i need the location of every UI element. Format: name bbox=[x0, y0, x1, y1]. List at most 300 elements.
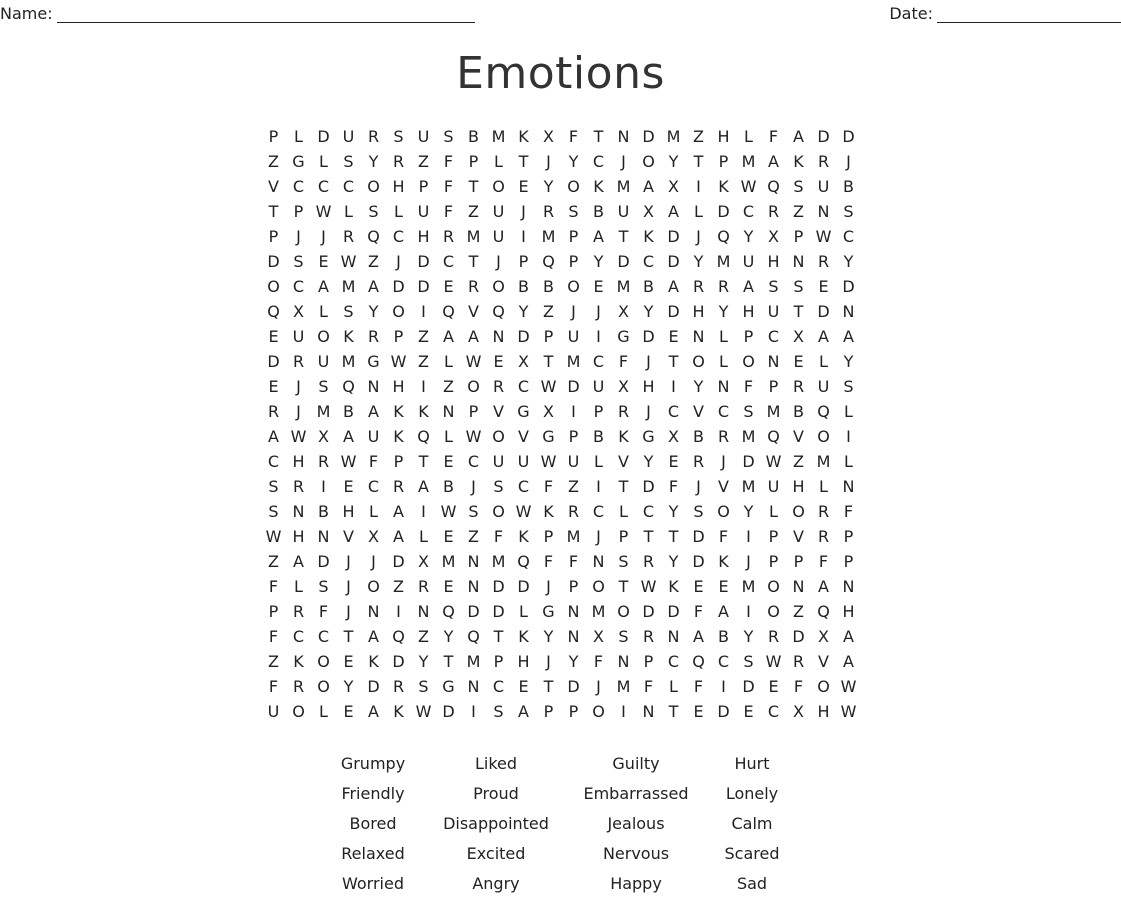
grid-letter[interactable]: M bbox=[566, 352, 581, 371]
grid-letter[interactable]: E bbox=[443, 452, 454, 471]
grid-letter[interactable]: H bbox=[767, 252, 780, 271]
grid-letter[interactable]: S bbox=[268, 502, 279, 521]
grid-letter[interactable]: E bbox=[518, 177, 529, 196]
grid-letter[interactable]: P bbox=[843, 527, 854, 546]
grid-letter[interactable]: Y bbox=[743, 502, 754, 521]
grid-letter[interactable]: Z bbox=[268, 652, 279, 671]
grid-letter[interactable]: C bbox=[767, 702, 780, 721]
grid-letter[interactable]: I bbox=[421, 302, 426, 321]
grid-letter[interactable]: Q bbox=[817, 602, 830, 621]
grid-letter[interactable]: A bbox=[368, 402, 379, 421]
grid-letter[interactable]: S bbox=[618, 552, 629, 571]
grid-letter[interactable]: Q bbox=[717, 227, 730, 246]
grid-letter[interactable]: L bbox=[669, 677, 678, 696]
grid-letter[interactable]: W bbox=[540, 377, 557, 396]
grid-letter[interactable]: A bbox=[318, 277, 329, 296]
grid-letter[interactable]: G bbox=[517, 402, 530, 421]
grid-letter[interactable]: K bbox=[393, 427, 404, 446]
grid-letter[interactable]: P bbox=[543, 527, 554, 546]
grid-letter[interactable]: S bbox=[693, 502, 704, 521]
grid-letter[interactable]: R bbox=[392, 477, 405, 496]
grid-letter[interactable]: U bbox=[367, 427, 380, 446]
grid-letter[interactable]: P bbox=[393, 327, 404, 346]
grid-letter[interactable]: F bbox=[568, 552, 579, 571]
grid-letter[interactable]: O bbox=[592, 577, 605, 596]
grid-letter[interactable]: D bbox=[667, 252, 680, 271]
grid-letter[interactable]: M bbox=[566, 527, 581, 546]
grid-letter[interactable]: Z bbox=[393, 577, 404, 596]
grid-letter[interactable]: C bbox=[317, 627, 330, 646]
grid-letter[interactable]: K bbox=[718, 552, 729, 571]
grid-letter[interactable]: I bbox=[746, 527, 751, 546]
grid-letter[interactable]: U bbox=[517, 452, 530, 471]
grid-letter[interactable]: R bbox=[342, 227, 355, 246]
grid-letter[interactable]: R bbox=[717, 427, 730, 446]
grid-letter[interactable]: A bbox=[393, 527, 404, 546]
grid-letter[interactable]: S bbox=[568, 202, 579, 221]
grid-letter[interactable]: R bbox=[492, 377, 505, 396]
grid-letter[interactable]: J bbox=[296, 227, 301, 246]
grid-letter[interactable]: T bbox=[268, 202, 279, 221]
grid-letter[interactable]: Z bbox=[793, 602, 804, 621]
grid-letter[interactable]: P bbox=[718, 152, 729, 171]
grid-letter[interactable]: O bbox=[367, 577, 380, 596]
grid-letter[interactable]: M bbox=[741, 577, 756, 596]
grid-letter[interactable]: G bbox=[642, 427, 655, 446]
grid-letter[interactable]: A bbox=[668, 202, 679, 221]
grid-letter[interactable]: H bbox=[342, 502, 355, 521]
grid-letter[interactable]: D bbox=[392, 652, 405, 671]
grid-letter[interactable]: E bbox=[343, 702, 354, 721]
grid-letter[interactable]: H bbox=[817, 702, 830, 721]
grid-letter[interactable]: F bbox=[693, 677, 704, 696]
grid-letter[interactable]: C bbox=[592, 152, 605, 171]
grid-letter[interactable]: O bbox=[642, 152, 655, 171]
grid-letter[interactable]: P bbox=[468, 152, 479, 171]
grid-letter[interactable]: K bbox=[368, 652, 379, 671]
grid-letter[interactable]: X bbox=[793, 702, 804, 721]
grid-letter[interactable]: Y bbox=[843, 252, 854, 271]
grid-letter[interactable]: L bbox=[319, 702, 328, 721]
grid-letter[interactable]: E bbox=[493, 352, 504, 371]
grid-letter[interactable]: P bbox=[543, 702, 554, 721]
grid-letter[interactable]: C bbox=[667, 402, 680, 421]
grid-letter[interactable]: D bbox=[667, 227, 680, 246]
grid-letter[interactable]: U bbox=[617, 202, 630, 221]
grid-letter[interactable]: F bbox=[443, 177, 454, 196]
grid-letter[interactable]: R bbox=[642, 552, 655, 571]
grid-letter[interactable]: P bbox=[543, 327, 554, 346]
grid-letter[interactable]: K bbox=[618, 427, 629, 446]
grid-letter[interactable]: Z bbox=[793, 452, 804, 471]
grid-letter[interactable]: Y bbox=[343, 677, 354, 696]
grid-letter[interactable]: U bbox=[817, 177, 830, 196]
grid-letter[interactable]: O bbox=[492, 277, 505, 296]
grid-letter[interactable]: G bbox=[442, 677, 455, 696]
grid-letter[interactable]: Y bbox=[643, 302, 654, 321]
grid-letter[interactable]: T bbox=[443, 652, 454, 671]
grid-letter[interactable]: Q bbox=[542, 252, 555, 271]
grid-letter[interactable]: E bbox=[343, 652, 354, 671]
grid-letter[interactable]: E bbox=[818, 277, 829, 296]
grid-letter[interactable]: A bbox=[368, 277, 379, 296]
grid-letter[interactable]: F bbox=[268, 677, 279, 696]
grid-letter[interactable]: J bbox=[621, 152, 626, 171]
grid-letter[interactable]: U bbox=[742, 252, 755, 271]
grid-letter[interactable]: C bbox=[317, 177, 330, 196]
grid-letter[interactable]: W bbox=[440, 502, 457, 521]
grid-letter[interactable]: W bbox=[465, 352, 482, 371]
grid-letter[interactable]: X bbox=[668, 177, 679, 196]
grid-letter[interactable]: D bbox=[567, 677, 580, 696]
grid-letter[interactable]: N bbox=[842, 577, 855, 596]
grid-letter[interactable]: L bbox=[319, 152, 328, 171]
grid-letter[interactable]: A bbox=[668, 277, 679, 296]
grid-letter[interactable]: J bbox=[371, 552, 376, 571]
grid-letter[interactable]: C bbox=[717, 402, 730, 421]
grid-letter[interactable]: C bbox=[292, 277, 305, 296]
grid-letter[interactable]: R bbox=[367, 127, 380, 146]
grid-letter[interactable]: V bbox=[793, 527, 804, 546]
grid-letter[interactable]: J bbox=[696, 477, 701, 496]
grid-letter[interactable]: C bbox=[267, 452, 280, 471]
grid-letter[interactable]: Y bbox=[518, 302, 529, 321]
date-field[interactable] bbox=[889, 4, 1121, 23]
grid-letter[interactable]: D bbox=[617, 252, 630, 271]
grid-letter[interactable]: Z bbox=[543, 302, 554, 321]
grid-letter[interactable]: W bbox=[465, 427, 482, 446]
grid-letter[interactable]: F bbox=[268, 577, 279, 596]
grid-letter[interactable]: P bbox=[768, 552, 779, 571]
grid-letter[interactable]: J bbox=[296, 402, 301, 421]
grid-letter[interactable]: J bbox=[346, 552, 351, 571]
grid-letter[interactable]: D bbox=[717, 702, 730, 721]
grid-letter[interactable]: W bbox=[765, 652, 782, 671]
grid-letter[interactable]: R bbox=[767, 202, 780, 221]
grid-letter[interactable]: R bbox=[267, 402, 280, 421]
grid-letter[interactable]: N bbox=[292, 502, 305, 521]
grid-letter[interactable]: J bbox=[721, 452, 726, 471]
grid-letter[interactable]: L bbox=[369, 502, 378, 521]
grid-letter[interactable]: B bbox=[693, 427, 704, 446]
grid-letter[interactable]: M bbox=[616, 277, 631, 296]
grid-letter[interactable]: P bbox=[568, 227, 579, 246]
grid-letter[interactable]: W bbox=[265, 527, 282, 546]
grid-letter[interactable]: Z bbox=[443, 377, 454, 396]
grid-letter[interactable]: N bbox=[617, 127, 630, 146]
grid-letter[interactable]: A bbox=[393, 502, 404, 521]
grid-letter[interactable]: R bbox=[292, 677, 305, 696]
grid-letter[interactable]: C bbox=[492, 677, 505, 696]
grid-letter[interactable]: B bbox=[593, 427, 604, 446]
grid-letter[interactable]: P bbox=[268, 602, 279, 621]
grid-letter[interactable]: C bbox=[742, 202, 755, 221]
grid-letter[interactable]: A bbox=[293, 552, 304, 571]
grid-letter[interactable]: Q bbox=[767, 177, 780, 196]
grid-letter[interactable]: Q bbox=[692, 652, 705, 671]
grid-letter[interactable]: F bbox=[843, 502, 854, 521]
grid-letter[interactable]: I bbox=[571, 402, 576, 421]
grid-letter[interactable]: K bbox=[793, 152, 804, 171]
grid-letter[interactable]: R bbox=[367, 327, 380, 346]
grid-letter[interactable]: J bbox=[471, 477, 476, 496]
grid-letter[interactable]: C bbox=[292, 627, 305, 646]
grid-letter[interactable]: L bbox=[744, 127, 753, 146]
grid-letter[interactable]: X bbox=[518, 352, 529, 371]
grid-letter[interactable]: D bbox=[817, 302, 830, 321]
grid-letter[interactable]: N bbox=[492, 327, 505, 346]
grid-letter[interactable]: D bbox=[667, 302, 680, 321]
grid-letter[interactable]: V bbox=[518, 427, 529, 446]
grid-letter[interactable]: Y bbox=[568, 152, 579, 171]
grid-letter[interactable]: K bbox=[593, 177, 604, 196]
grid-letter[interactable]: W bbox=[740, 177, 757, 196]
grid-letter[interactable]: N bbox=[567, 627, 580, 646]
grid-letter[interactable]: F bbox=[718, 527, 729, 546]
grid-letter[interactable]: J bbox=[646, 402, 651, 421]
grid-letter[interactable]: Q bbox=[517, 552, 530, 571]
grid-letter[interactable]: H bbox=[742, 302, 755, 321]
grid-letter[interactable]: L bbox=[619, 502, 628, 521]
grid-letter[interactable]: C bbox=[367, 477, 380, 496]
grid-letter[interactable]: F bbox=[443, 152, 454, 171]
grid-letter[interactable]: M bbox=[491, 127, 506, 146]
grid-letter[interactable]: L bbox=[844, 452, 853, 471]
grid-letter[interactable]: L bbox=[594, 452, 603, 471]
grid-letter[interactable]: F bbox=[493, 527, 504, 546]
grid-letter[interactable]: J bbox=[321, 227, 326, 246]
grid-letter[interactable]: H bbox=[692, 302, 705, 321]
grid-letter[interactable]: D bbox=[267, 352, 280, 371]
grid-letter[interactable]: J bbox=[746, 552, 751, 571]
grid-letter[interactable]: Y bbox=[743, 227, 754, 246]
grid-letter[interactable]: L bbox=[519, 602, 528, 621]
grid-letter[interactable]: R bbox=[317, 452, 330, 471]
grid-letter[interactable]: N bbox=[667, 627, 680, 646]
grid-letter[interactable]: S bbox=[843, 377, 854, 396]
grid-letter[interactable]: D bbox=[842, 277, 855, 296]
grid-letter[interactable]: Y bbox=[668, 552, 679, 571]
grid-letter[interactable]: A bbox=[368, 702, 379, 721]
grid-letter[interactable]: A bbox=[818, 327, 829, 346]
grid-letter[interactable]: C bbox=[642, 502, 655, 521]
grid-letter[interactable]: R bbox=[292, 602, 305, 621]
grid-letter[interactable]: G bbox=[617, 327, 630, 346]
grid-letter[interactable]: L bbox=[294, 127, 303, 146]
grid-letter[interactable]: P bbox=[293, 202, 304, 221]
grid-letter[interactable]: R bbox=[292, 477, 305, 496]
grid-letter[interactable]: D bbox=[692, 552, 705, 571]
grid-letter[interactable]: G bbox=[367, 352, 380, 371]
grid-letter[interactable]: Z bbox=[368, 252, 379, 271]
grid-letter[interactable]: M bbox=[666, 127, 681, 146]
grid-letter[interactable]: P bbox=[468, 402, 479, 421]
grid-letter[interactable]: D bbox=[417, 252, 430, 271]
grid-letter[interactable]: Y bbox=[743, 627, 754, 646]
grid-letter[interactable]: A bbox=[793, 127, 804, 146]
grid-letter[interactable]: M bbox=[616, 177, 631, 196]
grid-letter[interactable]: J bbox=[571, 302, 576, 321]
grid-letter[interactable]: H bbox=[642, 377, 655, 396]
grid-letter[interactable]: E bbox=[793, 352, 804, 371]
grid-letter[interactable]: X bbox=[643, 202, 654, 221]
grid-letter[interactable]: F bbox=[443, 202, 454, 221]
grid-letter[interactable]: C bbox=[592, 352, 605, 371]
grid-letter[interactable]: O bbox=[317, 677, 330, 696]
grid-letter[interactable]: N bbox=[592, 552, 605, 571]
grid-letter[interactable]: F bbox=[693, 602, 704, 621]
grid-letter[interactable]: Q bbox=[492, 302, 505, 321]
grid-letter[interactable]: K bbox=[293, 652, 304, 671]
grid-letter[interactable]: M bbox=[466, 227, 481, 246]
grid-letter[interactable]: B bbox=[343, 402, 354, 421]
grid-letter[interactable]: R bbox=[817, 527, 830, 546]
grid-letter[interactable]: L bbox=[769, 502, 778, 521]
grid-letter[interactable]: N bbox=[692, 327, 705, 346]
grid-letter[interactable]: N bbox=[567, 602, 580, 621]
grid-letter[interactable]: E bbox=[668, 452, 679, 471]
grid-letter[interactable]: Y bbox=[718, 302, 729, 321]
grid-letter[interactable]: G bbox=[542, 602, 555, 621]
grid-letter[interactable]: I bbox=[396, 602, 401, 621]
grid-letter[interactable]: S bbox=[318, 377, 329, 396]
grid-letter[interactable]: M bbox=[341, 352, 356, 371]
grid-letter[interactable]: H bbox=[842, 602, 855, 621]
grid-letter[interactable]: T bbox=[668, 702, 679, 721]
grid-letter[interactable]: W bbox=[765, 452, 782, 471]
grid-letter[interactable]: O bbox=[392, 302, 405, 321]
grid-letter[interactable]: J bbox=[596, 302, 601, 321]
grid-letter[interactable]: R bbox=[642, 627, 655, 646]
grid-letter[interactable]: S bbox=[418, 677, 429, 696]
grid-letter[interactable]: E bbox=[518, 677, 529, 696]
grid-letter[interactable]: I bbox=[596, 477, 601, 496]
grid-letter[interactable]: F bbox=[268, 627, 279, 646]
grid-letter[interactable]: A bbox=[743, 277, 754, 296]
grid-letter[interactable]: W bbox=[540, 452, 557, 471]
grid-letter[interactable]: S bbox=[443, 127, 454, 146]
grid-letter[interactable]: W bbox=[315, 202, 332, 221]
grid-letter[interactable]: Y bbox=[693, 252, 704, 271]
grid-letter[interactable]: D bbox=[417, 277, 430, 296]
grid-letter[interactable]: R bbox=[692, 452, 705, 471]
grid-letter[interactable]: A bbox=[818, 577, 829, 596]
grid-letter[interactable]: Q bbox=[467, 627, 480, 646]
grid-letter[interactable]: J bbox=[846, 152, 851, 171]
grid-letter[interactable]: Y bbox=[543, 177, 554, 196]
grid-letter[interactable]: S bbox=[843, 202, 854, 221]
grid-letter[interactable]: L bbox=[494, 152, 503, 171]
grid-letter[interactable]: A bbox=[593, 227, 604, 246]
grid-letter[interactable]: E bbox=[743, 702, 754, 721]
grid-letter[interactable]: R bbox=[817, 502, 830, 521]
grid-letter[interactable]: U bbox=[492, 202, 505, 221]
grid-letter[interactable]: U bbox=[592, 377, 605, 396]
grid-letter[interactable]: Z bbox=[268, 152, 279, 171]
grid-letter[interactable]: B bbox=[793, 402, 804, 421]
grid-letter[interactable]: B bbox=[543, 277, 554, 296]
grid-letter[interactable]: V bbox=[793, 427, 804, 446]
grid-letter[interactable]: C bbox=[667, 652, 680, 671]
grid-letter[interactable]: N bbox=[467, 677, 480, 696]
grid-letter[interactable]: I bbox=[596, 327, 601, 346]
grid-letter[interactable]: Q bbox=[417, 427, 430, 446]
grid-letter[interactable]: D bbox=[742, 452, 755, 471]
grid-letter[interactable]: K bbox=[393, 402, 404, 421]
grid-letter[interactable]: A bbox=[693, 627, 704, 646]
grid-letter[interactable]: O bbox=[767, 602, 780, 621]
grid-letter[interactable]: S bbox=[468, 502, 479, 521]
grid-letter[interactable]: M bbox=[766, 402, 781, 421]
grid-letter[interactable]: G bbox=[542, 427, 555, 446]
grid-letter[interactable]: I bbox=[471, 702, 476, 721]
grid-letter[interactable]: X bbox=[818, 627, 829, 646]
grid-letter[interactable]: S bbox=[343, 152, 354, 171]
grid-letter[interactable]: R bbox=[792, 652, 805, 671]
grid-letter[interactable]: R bbox=[767, 627, 780, 646]
grid-letter[interactable]: F bbox=[768, 127, 779, 146]
grid-letter[interactable]: F bbox=[543, 552, 554, 571]
grid-letter[interactable]: H bbox=[392, 177, 405, 196]
grid-letter[interactable]: T bbox=[518, 152, 529, 171]
grid-letter[interactable]: X bbox=[618, 302, 629, 321]
grid-letter[interactable]: Z bbox=[468, 202, 479, 221]
grid-letter[interactable]: F bbox=[618, 352, 629, 371]
grid-letter[interactable]: L bbox=[394, 202, 403, 221]
grid-letter[interactable]: U bbox=[267, 702, 280, 721]
grid-letter[interactable]: W bbox=[640, 577, 657, 596]
grid-letter[interactable]: T bbox=[493, 627, 504, 646]
grid-letter[interactable]: M bbox=[741, 152, 756, 171]
grid-letter[interactable]: A bbox=[443, 327, 454, 346]
grid-letter[interactable]: W bbox=[415, 702, 432, 721]
grid-letter[interactable]: K bbox=[518, 627, 529, 646]
grid-letter[interactable]: L bbox=[719, 327, 728, 346]
grid-letter[interactable]: P bbox=[793, 227, 804, 246]
grid-letter[interactable]: D bbox=[317, 552, 330, 571]
grid-letter[interactable]: S bbox=[343, 302, 354, 321]
grid-letter[interactable]: A bbox=[418, 477, 429, 496]
grid-letter[interactable]: R bbox=[567, 502, 580, 521]
grid-letter[interactable]: B bbox=[843, 177, 854, 196]
grid-letter[interactable]: E bbox=[268, 377, 279, 396]
grid-letter[interactable]: S bbox=[618, 627, 629, 646]
grid-letter[interactable]: V bbox=[693, 402, 704, 421]
grid-letter[interactable]: H bbox=[417, 227, 430, 246]
grid-letter[interactable]: N bbox=[792, 577, 805, 596]
grid-letter[interactable]: W bbox=[840, 677, 857, 696]
grid-letter[interactable]: Z bbox=[418, 152, 429, 171]
grid-letter[interactable]: D bbox=[392, 552, 405, 571]
grid-letter[interactable]: F bbox=[818, 552, 829, 571]
grid-letter[interactable]: K bbox=[418, 402, 429, 421]
grid-letter[interactable]: J bbox=[546, 577, 551, 596]
grid-letter[interactable]: I bbox=[671, 377, 676, 396]
grid-letter[interactable]: D bbox=[642, 602, 655, 621]
grid-letter[interactable]: M bbox=[541, 227, 556, 246]
grid-letter[interactable]: O bbox=[467, 377, 480, 396]
grid-letter[interactable]: S bbox=[743, 652, 754, 671]
grid-letter[interactable]: I bbox=[721, 677, 726, 696]
grid-letter[interactable]: D bbox=[642, 327, 655, 346]
grid-letter[interactable]: C bbox=[467, 452, 480, 471]
grid-letter[interactable]: D bbox=[667, 602, 680, 621]
grid-letter[interactable]: A bbox=[843, 652, 854, 671]
grid-letter[interactable]: K bbox=[668, 577, 679, 596]
grid-letter[interactable]: E bbox=[318, 252, 329, 271]
grid-letter[interactable]: W bbox=[290, 427, 307, 446]
grid-letter[interactable]: O bbox=[817, 677, 830, 696]
